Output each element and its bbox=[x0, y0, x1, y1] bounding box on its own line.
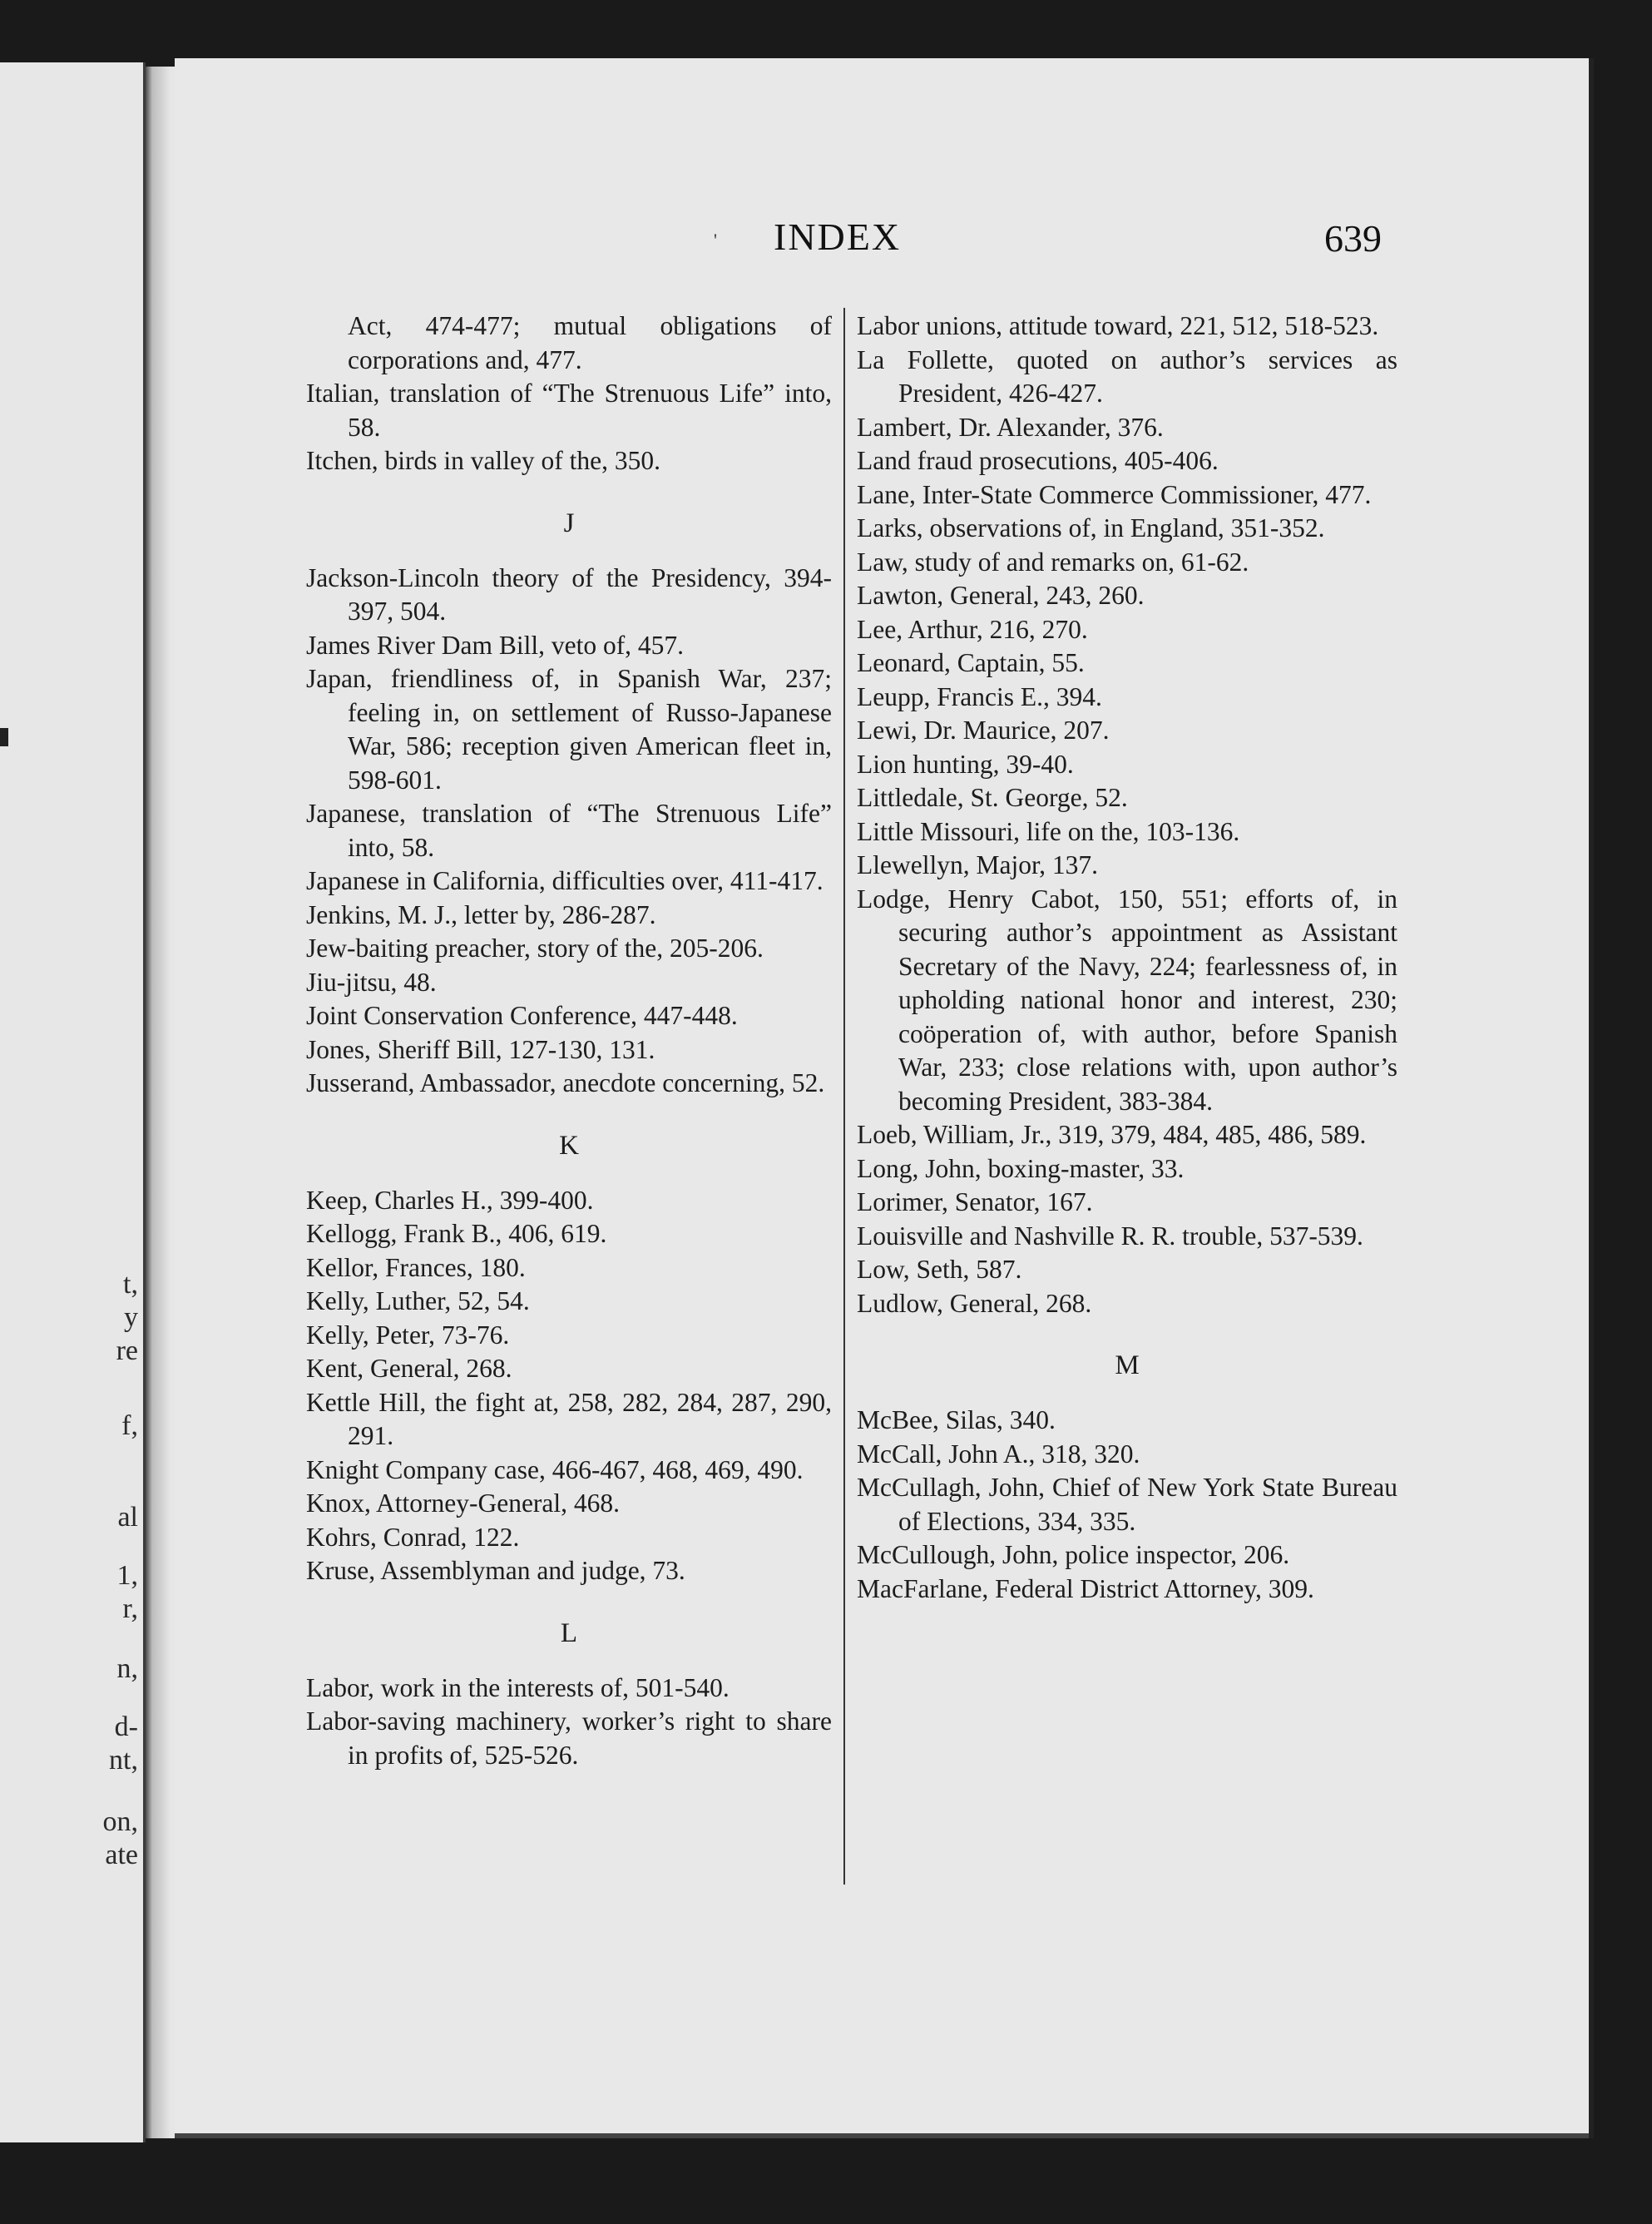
left-page-text: d- bbox=[114, 1711, 138, 1742]
left-page-text: r, bbox=[122, 1593, 138, 1624]
index-entry: Labor-saving machinery, worker’s right to share in profits of, 525-526. bbox=[306, 1706, 832, 1770]
index-entry: Law, study of and remarks on, 61-62. bbox=[857, 547, 1249, 577]
index-entry: McCullagh, John, Chief of New York State Bureau of Elections, 334, 335. bbox=[857, 1473, 1397, 1536]
left-page-text: nt, bbox=[109, 1745, 138, 1776]
index-entry: Kettle Hill, the fight at, 258, 282, 284, 287, 290, 291. bbox=[306, 1387, 832, 1450]
index-entry: Leonard, Captain, 55. bbox=[857, 648, 1085, 677]
index-entry: Lion hunting, 39-40. bbox=[857, 749, 1074, 779]
index-entry: Kellor, Frances, 180. bbox=[306, 1252, 526, 1282]
index-entry: Labor, work in the interests of, 501-540. bbox=[306, 1672, 730, 1702]
index-page bbox=[175, 58, 1594, 2138]
index-entry: McBee, Silas, 340. bbox=[857, 1405, 1056, 1434]
section-letter-k: K bbox=[559, 1130, 579, 1161]
index-entry: Kellogg, Frank B., 406, 619. bbox=[306, 1219, 607, 1248]
index-entry: Kelly, Peter, 73-76. bbox=[306, 1320, 510, 1350]
index-entry: Lodge, Henry Cabot, 150, 551; efforts of, in securing author’s appointment as Assistant Secretary of the Navy, 224; fearlessness of, in upholding national honor and interest, 230; coöperation of, with author, before Spanish War, 233; close relations with, upon author’s becoming President, 383-384. bbox=[857, 884, 1397, 1116]
index-entry: MacFarlane, Federal District Attorney, 309. bbox=[857, 1573, 1314, 1603]
left-page-text: on, bbox=[102, 1806, 138, 1837]
index-entry: Jenkins, M. J., letter by, 286-287. bbox=[306, 899, 656, 929]
index-entry: McCall, John A., 318, 320. bbox=[857, 1439, 1140, 1469]
left-page-text: al bbox=[117, 1502, 138, 1533]
left-page-text: 1, bbox=[116, 1560, 138, 1591]
index-entry: Little Missouri, life on the, 103-136. bbox=[857, 816, 1240, 846]
index-column-left bbox=[306, 310, 832, 1772]
index-entry: Lambert, Dr. Alexander, 376. bbox=[857, 412, 1164, 442]
index-entry: Jew-baiting preacher, story of the, 205-206. bbox=[306, 934, 764, 963]
index-entry: Kelly, Luther, 52, 54. bbox=[306, 1286, 530, 1315]
section-letter-j: J bbox=[563, 508, 575, 538]
index-entry: Larks, observations of, in England, 351-352. bbox=[857, 513, 1325, 542]
column-divider bbox=[843, 308, 845, 1885]
index-entry: McCullough, John, police inspector, 206. bbox=[857, 1540, 1290, 1569]
index-entry: Kohrs, Conrad, 122. bbox=[306, 1522, 520, 1552]
index-entry: Jackson-Lincoln theory of the Presidency, 394-397, 504. bbox=[306, 562, 832, 626]
index-entry: Ludlow, General, 268. bbox=[857, 1288, 1092, 1318]
index-entry: Japanese in California, difficulties over, 411-417. bbox=[306, 866, 824, 895]
index-entry: Kruse, Assemblyman and judge, 73. bbox=[306, 1556, 685, 1585]
index-entry: Leupp, Francis E., 394. bbox=[857, 681, 1102, 711]
left-page-text: re bbox=[116, 1335, 138, 1366]
index-entry: La Follette, quoted on author’s services as President, 426-427. bbox=[857, 344, 1397, 408]
index-entry: Jones, Sheriff Bill, 127-130, 131. bbox=[306, 1034, 655, 1064]
section-letter-l: L bbox=[560, 1617, 578, 1648]
page-title: INDEX bbox=[774, 215, 902, 258]
left-page-fragment bbox=[0, 62, 146, 2142]
index-entry: Jusserand, Ambassador, anecdote concerning, 52. bbox=[306, 1068, 825, 1097]
index-entry: Knight Company case, 466-467, 468, 469, 490. bbox=[306, 1454, 804, 1484]
index-entry: Act, 474-477; mutual obligations of corporations and, 477. bbox=[348, 311, 832, 374]
index-entry: Lane, Inter-State Commerce Commissioner, 477. bbox=[857, 479, 1372, 509]
left-page-text: t, bbox=[123, 1269, 138, 1300]
left-page-text: n, bbox=[116, 1653, 138, 1684]
section-letter-m: M bbox=[1115, 1350, 1140, 1380]
index-entry: Knox, Attorney-General, 468. bbox=[306, 1488, 621, 1518]
index-entry: James River Dam Bill, veto of, 457. bbox=[306, 630, 685, 660]
index-entry: Lewi, Dr. Maurice, 207. bbox=[857, 716, 1110, 745]
index-entry: Italian, translation of “The Strenuous Life” into, 58. bbox=[306, 379, 832, 442]
index-entry: Keep, Charles H., 399-400. bbox=[306, 1185, 594, 1215]
index-entry: Joint Conservation Conference, 447-448. bbox=[306, 1001, 738, 1030]
index-entry: Littledale, St. George, 52. bbox=[857, 783, 1128, 812]
left-page-text: f, bbox=[121, 1410, 138, 1441]
index-entry: Jiu-jitsu, 48. bbox=[306, 967, 437, 997]
index-entry: Japan, friendliness of, in Spanish War, 237; feeling in, on settlement of Russo-Japanese War, 586; reception given American fleet in, 598-601. bbox=[306, 664, 832, 795]
index-entry: Louisville and Nashville R. R. trouble, 537-539. bbox=[857, 1221, 1363, 1251]
index-entry: Itchen, birds in valley of the, 350. bbox=[306, 446, 661, 475]
index-entry: Labor unions, attitude toward, 221, 512, 518-523. bbox=[857, 311, 1379, 340]
index-entry: Land fraud prosecutions, 405-406. bbox=[857, 446, 1219, 475]
left-page-text: ate bbox=[105, 1840, 138, 1870]
index-entry: Llewellyn, Major, 137. bbox=[857, 850, 1099, 879]
index-entry: Kent, General, 268. bbox=[306, 1354, 512, 1383]
index-entry: Loeb, William, Jr., 319, 379, 484, 485, 486, 589. bbox=[857, 1120, 1367, 1149]
index-entry: Lawton, General, 243, 260. bbox=[857, 581, 1145, 610]
scan-mark bbox=[0, 728, 8, 746]
left-page-text: y bbox=[124, 1302, 138, 1333]
index-entry: Lorimer, Senator, 167. bbox=[857, 1187, 1093, 1216]
index-column-right bbox=[857, 310, 1397, 1606]
index-entry: Long, John, boxing-master, 33. bbox=[857, 1153, 1185, 1183]
index-entry: Low, Seth, 587. bbox=[857, 1255, 1022, 1284]
index-entry: Lee, Arthur, 216, 270. bbox=[857, 614, 1088, 644]
index-entry: Japanese, translation of “The Strenuous Life” into, 58. bbox=[306, 799, 832, 862]
page-number: 639 bbox=[1324, 217, 1382, 260]
header-mark: ' bbox=[714, 230, 717, 250]
